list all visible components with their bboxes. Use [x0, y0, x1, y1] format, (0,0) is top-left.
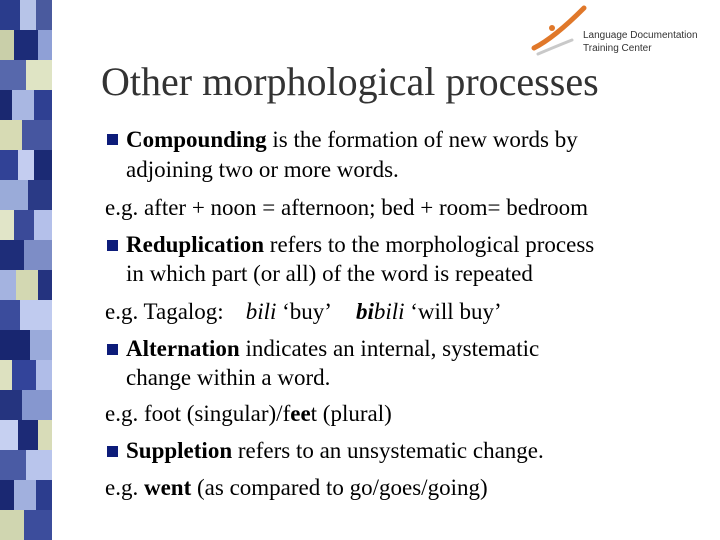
alternation-line2: change within a word. — [126, 365, 331, 390]
alternation-example — [105, 400, 392, 428]
compounding-definition: is the formation of new words by — [266, 127, 578, 152]
reduplication-line2: in which part (or all) of the word is repeated — [126, 261, 533, 286]
bullet-square-icon — [107, 446, 118, 457]
reduplication-definition: refers to the morphological process — [264, 232, 595, 257]
compounding-example: e.g. after + noon = afternoon; bed + room= bedroom — [105, 195, 588, 220]
slide-title: Other morphological processes — [101, 59, 599, 104]
tagalog-word-bibili-rest: bili — [373, 299, 405, 324]
tagalog-word-bili: bili — [245, 299, 277, 324]
compounding-line2: adjoining two or more words. — [126, 157, 399, 182]
alternation-example-part2: t (plural) — [310, 401, 392, 426]
gloss-will-buy: ‘will buy’ — [404, 299, 502, 324]
reduplication-term: Reduplication — [126, 232, 265, 257]
logo-text-line2: Training Center — [583, 43, 652, 54]
bullet-square-icon — [107, 344, 118, 355]
logo-swoosh-icon — [528, 4, 588, 64]
bullet-square-icon — [107, 240, 118, 251]
suppletion-example-prefix: e.g. — [105, 475, 144, 500]
bullet-square-icon — [107, 134, 118, 145]
reduplication-line1 — [126, 231, 594, 259]
alternation-line1 — [126, 335, 539, 363]
decorative-side-strip — [0, 0, 52, 540]
reduplication-example — [105, 298, 502, 326]
alternation-term: Alternation — [126, 336, 240, 361]
suppletion-example-rest: (as compared to go/goes/going) — [191, 475, 488, 500]
alternation-example-part1: e.g. foot (singular)/f — [105, 401, 291, 426]
compounding-term: Compounding — [126, 127, 267, 152]
reduplicated-syllable: bi — [355, 299, 374, 324]
alternation-definition: indicates an internal, systematic — [239, 336, 540, 361]
example-prefix: e.g. Tagalog: — [105, 299, 224, 324]
logo-text-line1: Language Documentation — [583, 30, 698, 41]
suppletion-line1 — [126, 437, 544, 465]
alternation-vowel: ee — [290, 401, 311, 426]
ldtc-logo — [528, 4, 718, 66]
gloss-buy: ‘buy’ — [276, 299, 332, 324]
suppletion-word-went: went — [143, 475, 192, 500]
suppletion-example — [105, 474, 488, 502]
suppletion-term: Suppletion — [126, 438, 233, 463]
suppletion-definition: refers to an unsystematic change. — [232, 438, 544, 463]
compounding-line1 — [126, 126, 578, 154]
